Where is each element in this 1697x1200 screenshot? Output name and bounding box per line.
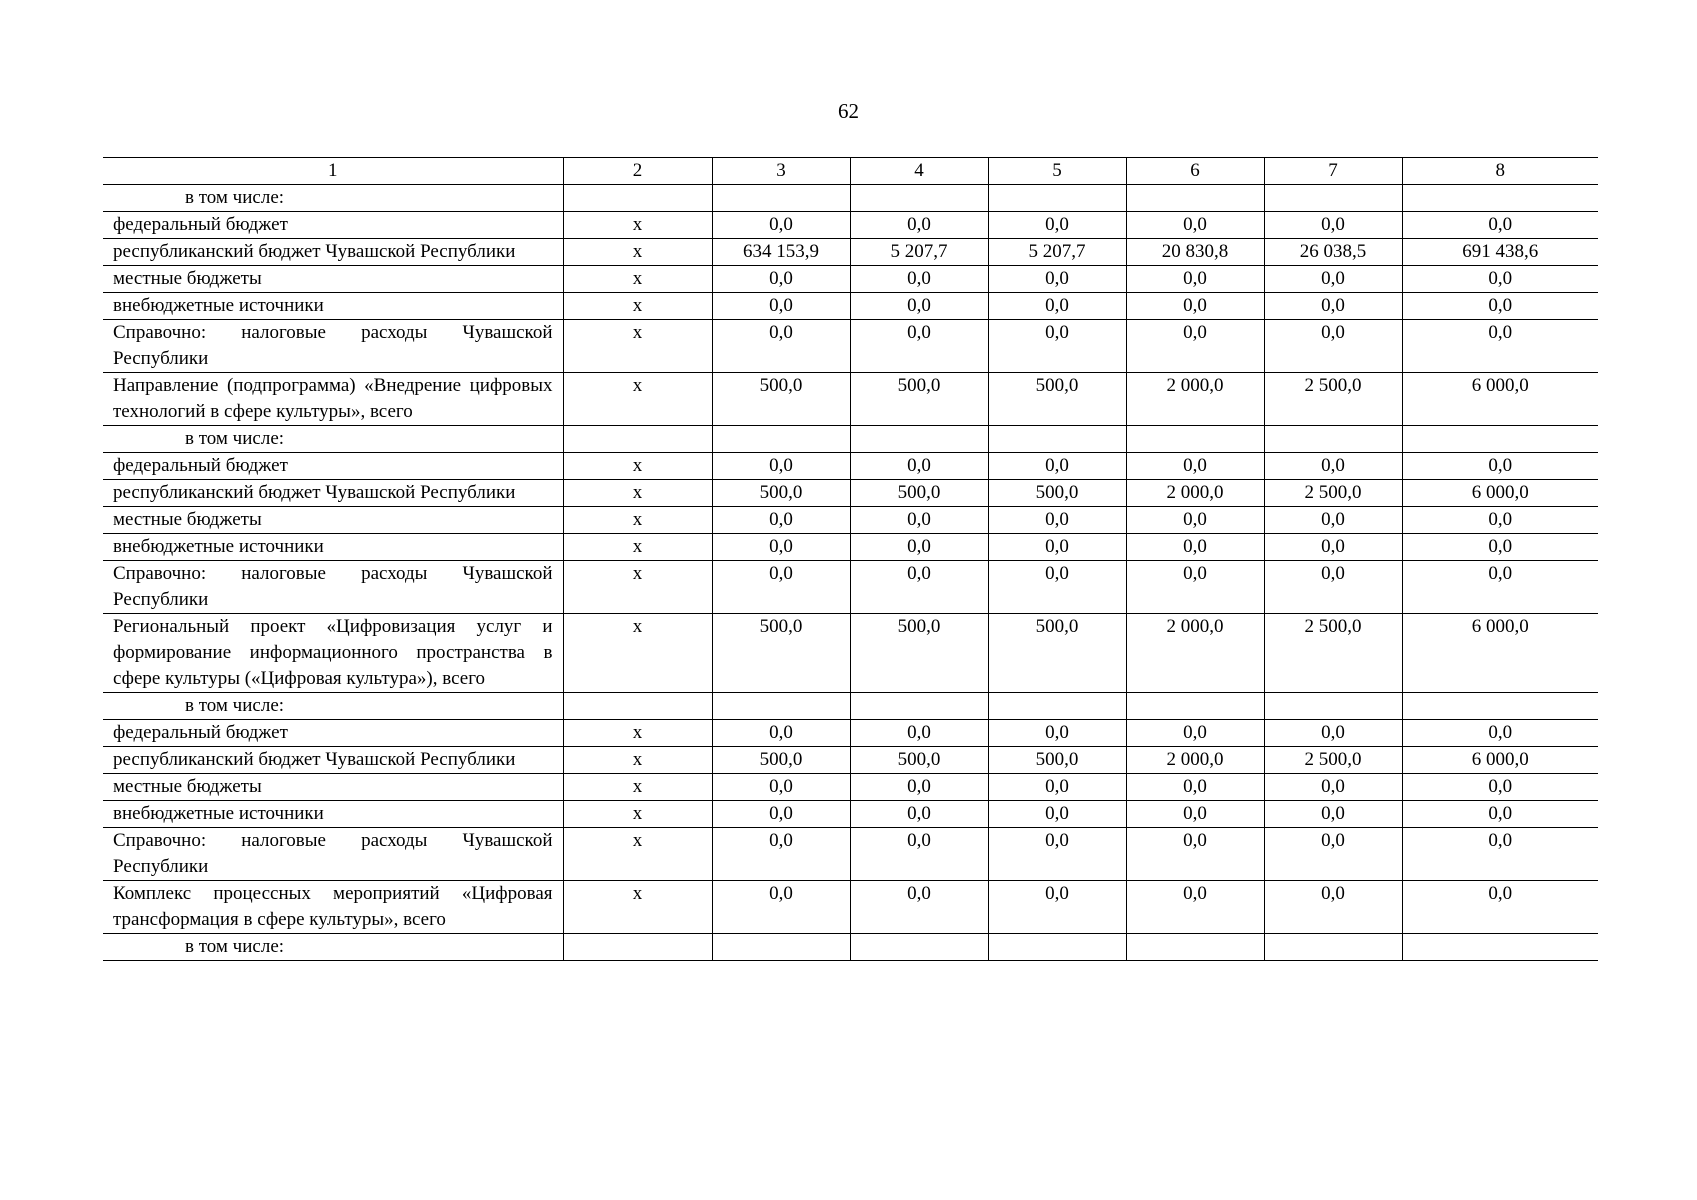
table-row	[103, 720, 1598, 747]
table-row	[103, 534, 1598, 561]
table-cell: x	[563, 828, 712, 881]
table-row	[103, 561, 1598, 614]
table-row	[103, 693, 1598, 720]
table-cell: x	[563, 373, 712, 426]
table-cell: 0,0	[850, 561, 988, 614]
table-cell: 0,0	[850, 212, 988, 239]
table-cell: 26 038,5	[1264, 239, 1402, 266]
table-cell: 0,0	[850, 266, 988, 293]
table-cell: 0,0	[1264, 801, 1402, 828]
table-cell: x	[563, 534, 712, 561]
table-cell: 0,0	[1126, 881, 1264, 934]
table-cell: x	[563, 453, 712, 480]
table-cell: 6 000,0	[1402, 373, 1598, 426]
table-cell	[712, 185, 850, 212]
table-cell: x	[563, 507, 712, 534]
table-cell	[1402, 185, 1598, 212]
table-cell: 0,0	[1402, 720, 1598, 747]
table-cell: 500,0	[850, 373, 988, 426]
table-cell: 0,0	[850, 801, 988, 828]
table-cell	[563, 693, 712, 720]
table-cell: 0,0	[1264, 453, 1402, 480]
table-cell: 500,0	[850, 747, 988, 774]
table-cell: 0,0	[1126, 720, 1264, 747]
row-label: федеральный бюджет	[103, 720, 563, 747]
table-cell: 0,0	[1402, 561, 1598, 614]
header-cell: 1	[103, 158, 563, 185]
table-cell	[712, 426, 850, 453]
table-cell	[1264, 426, 1402, 453]
table-cell: 500,0	[988, 747, 1126, 774]
table-cell: 0,0	[850, 320, 988, 373]
table-row	[103, 373, 1598, 426]
row-label: Региональный проект «Цифровизация услуг и формирование информационного пространства в сфере культуры («Цифровая культура»), всего	[103, 614, 563, 693]
row-label: Справочно: налоговые расходы Чувашской Республики	[103, 320, 563, 373]
table-cell: x	[563, 720, 712, 747]
table-cell: 0,0	[712, 266, 850, 293]
table-cell: 0,0	[988, 774, 1126, 801]
table-cell	[1264, 185, 1402, 212]
table-cell	[1126, 185, 1264, 212]
table-cell: 6 000,0	[1402, 480, 1598, 507]
row-label: местные бюджеты	[103, 507, 563, 534]
table-cell: x	[563, 480, 712, 507]
table-cell: 20 830,8	[1126, 239, 1264, 266]
table-cell: 0,0	[988, 561, 1126, 614]
table-cell	[988, 426, 1126, 453]
table-cell: 0,0	[1126, 293, 1264, 320]
table-cell	[1402, 934, 1598, 961]
table-row	[103, 801, 1598, 828]
row-label: внебюджетные источники	[103, 801, 563, 828]
table-cell: 500,0	[712, 747, 850, 774]
table-cell: 0,0	[988, 534, 1126, 561]
table-cell: 0,0	[850, 828, 988, 881]
table-cell: x	[563, 561, 712, 614]
table-cell: 0,0	[1402, 320, 1598, 373]
table-cell: 0,0	[1126, 534, 1264, 561]
table-cell: 0,0	[1402, 266, 1598, 293]
table-row	[103, 212, 1598, 239]
table-cell: x	[563, 774, 712, 801]
table-cell	[850, 426, 988, 453]
table-row	[103, 614, 1598, 693]
table-cell	[988, 934, 1126, 961]
table-row	[103, 239, 1598, 266]
table-cell: 0,0	[1402, 881, 1598, 934]
table-cell: x	[563, 747, 712, 774]
header-cell: 5	[988, 158, 1126, 185]
table-row	[103, 266, 1598, 293]
table-cell: 0,0	[988, 212, 1126, 239]
row-label: в том числе:	[103, 934, 563, 961]
row-label: в том числе:	[103, 693, 563, 720]
header-cell: 7	[1264, 158, 1402, 185]
table-cell: 0,0	[850, 774, 988, 801]
budget-table-body	[103, 158, 1598, 961]
table-cell: x	[563, 801, 712, 828]
table-cell: x	[563, 881, 712, 934]
table-row	[103, 185, 1598, 212]
table-cell: x	[563, 266, 712, 293]
row-label: Комплекс процессных мероприятий «Цифровая трансформация в сфере культуры», всего	[103, 881, 563, 934]
table-cell: 0,0	[1264, 774, 1402, 801]
table-cell: 0,0	[988, 720, 1126, 747]
table-cell	[850, 934, 988, 961]
table-cell: 0,0	[712, 561, 850, 614]
table-cell: 0,0	[712, 534, 850, 561]
table-cell	[850, 185, 988, 212]
table-cell: 0,0	[1402, 801, 1598, 828]
page-number: 62	[838, 99, 859, 123]
table-cell: 500,0	[850, 614, 988, 693]
table-cell: 500,0	[850, 480, 988, 507]
table-cell: 0,0	[988, 828, 1126, 881]
header-cell: 3	[712, 158, 850, 185]
table-cell	[1402, 693, 1598, 720]
row-label: республиканский бюджет Чувашской Республики	[103, 239, 563, 266]
row-label: местные бюджеты	[103, 266, 563, 293]
table-cell: x	[563, 239, 712, 266]
table-cell: 500,0	[712, 480, 850, 507]
table-cell: 0,0	[712, 828, 850, 881]
table-cell: 0,0	[850, 293, 988, 320]
row-label: республиканский бюджет Чувашской Республики	[103, 747, 563, 774]
table-row	[103, 934, 1598, 961]
table-cell: 500,0	[712, 614, 850, 693]
table-cell: 5 207,7	[988, 239, 1126, 266]
table-cell: 0,0	[712, 507, 850, 534]
table-row	[103, 426, 1598, 453]
header-cell: 6	[1126, 158, 1264, 185]
table-cell: 0,0	[712, 801, 850, 828]
table-cell: 691 438,6	[1402, 239, 1598, 266]
table-cell: 0,0	[988, 453, 1126, 480]
table-cell	[712, 934, 850, 961]
table-cell: 0,0	[1402, 828, 1598, 881]
table-cell: 0,0	[1402, 774, 1598, 801]
table-header-row	[103, 158, 1598, 185]
table-cell: 0,0	[988, 507, 1126, 534]
table-cell: 500,0	[988, 480, 1126, 507]
table-cell: 0,0	[712, 720, 850, 747]
table-cell	[1402, 426, 1598, 453]
table-cell: 0,0	[850, 453, 988, 480]
table-cell	[988, 185, 1126, 212]
table-cell: 0,0	[850, 720, 988, 747]
table-cell: 500,0	[712, 373, 850, 426]
header-cell: 2	[563, 158, 712, 185]
table-cell: x	[563, 614, 712, 693]
table-cell: 0,0	[1264, 212, 1402, 239]
table-cell: 0,0	[712, 212, 850, 239]
table-row	[103, 480, 1598, 507]
table-cell	[850, 693, 988, 720]
table-cell: 2 500,0	[1264, 373, 1402, 426]
row-label: федеральный бюджет	[103, 212, 563, 239]
table-cell	[1126, 693, 1264, 720]
table-row	[103, 293, 1598, 320]
row-label: в том числе:	[103, 185, 563, 212]
table-cell: 0,0	[1264, 320, 1402, 373]
table-cell: 0,0	[1126, 266, 1264, 293]
table-cell: 0,0	[1402, 507, 1598, 534]
row-label: республиканский бюджет Чувашской Республики	[103, 480, 563, 507]
table-cell	[1126, 426, 1264, 453]
table-row	[103, 881, 1598, 934]
table-cell: 0,0	[1264, 266, 1402, 293]
row-label: внебюджетные источники	[103, 293, 563, 320]
table-row	[103, 747, 1598, 774]
table-row	[103, 507, 1598, 534]
table-cell: 0,0	[1264, 881, 1402, 934]
table-cell: 500,0	[988, 614, 1126, 693]
table-cell: 0,0	[1402, 453, 1598, 480]
row-label: Направление (подпрограмма) «Внедрение цифровых технологий в сфере культуры», всего	[103, 373, 563, 426]
header-cell: 4	[850, 158, 988, 185]
row-label: Справочно: налоговые расходы Чувашской Республики	[103, 828, 563, 881]
table-cell: 0,0	[712, 293, 850, 320]
table-cell: 0,0	[1126, 320, 1264, 373]
table-row	[103, 453, 1598, 480]
table-cell	[563, 426, 712, 453]
table-cell: 0,0	[1264, 293, 1402, 320]
table-cell: x	[563, 293, 712, 320]
table-cell: 0,0	[988, 293, 1126, 320]
table-cell: x	[563, 212, 712, 239]
table-cell	[1264, 693, 1402, 720]
table-cell: 0,0	[712, 881, 850, 934]
table-cell: 2 500,0	[1264, 614, 1402, 693]
row-label: внебюджетные источники	[103, 534, 563, 561]
table-cell: 2 500,0	[1264, 480, 1402, 507]
row-label: федеральный бюджет	[103, 453, 563, 480]
table-cell: 0,0	[1402, 293, 1598, 320]
table-row	[103, 828, 1598, 881]
budget-table	[103, 157, 1598, 961]
row-label: местные бюджеты	[103, 774, 563, 801]
table-cell	[563, 185, 712, 212]
table-cell: 0,0	[850, 534, 988, 561]
table-cell: 0,0	[1126, 212, 1264, 239]
table-cell: 0,0	[988, 266, 1126, 293]
table-cell: 0,0	[1264, 507, 1402, 534]
table-cell: 2 000,0	[1126, 614, 1264, 693]
table-cell: 500,0	[988, 373, 1126, 426]
table-cell: 0,0	[988, 881, 1126, 934]
header-cell: 8	[1402, 158, 1598, 185]
table-cell	[712, 693, 850, 720]
table-cell: 5 207,7	[850, 239, 988, 266]
table-cell: 0,0	[1264, 828, 1402, 881]
table-cell: 0,0	[988, 801, 1126, 828]
table-cell: 2 500,0	[1264, 747, 1402, 774]
table-cell: 0,0	[1264, 534, 1402, 561]
row-label: в том числе:	[103, 426, 563, 453]
table-cell	[988, 693, 1126, 720]
table-cell: 0,0	[988, 320, 1126, 373]
table-cell	[1264, 934, 1402, 961]
table-cell: 6 000,0	[1402, 614, 1598, 693]
table-cell: 0,0	[850, 507, 988, 534]
table-cell: 0,0	[1126, 774, 1264, 801]
table-cell: 2 000,0	[1126, 373, 1264, 426]
table-cell: 0,0	[850, 881, 988, 934]
table-cell: 0,0	[1402, 212, 1598, 239]
table-cell: 0,0	[712, 320, 850, 373]
table-cell: 2 000,0	[1126, 747, 1264, 774]
table-cell: 0,0	[1264, 561, 1402, 614]
table-cell: 0,0	[1126, 561, 1264, 614]
table-cell: 0,0	[712, 774, 850, 801]
table-cell: 0,0	[712, 453, 850, 480]
row-label: Справочно: налоговые расходы Чувашской Республики	[103, 561, 563, 614]
table-row	[103, 320, 1598, 373]
table-cell: 6 000,0	[1402, 747, 1598, 774]
table-cell: 2 000,0	[1126, 480, 1264, 507]
table-cell: 0,0	[1126, 801, 1264, 828]
table-cell: 0,0	[1126, 507, 1264, 534]
table-cell: 0,0	[1402, 534, 1598, 561]
table-cell: x	[563, 320, 712, 373]
table-cell: 634 153,9	[712, 239, 850, 266]
table-cell	[1126, 934, 1264, 961]
table-cell: 0,0	[1264, 720, 1402, 747]
table-cell	[563, 934, 712, 961]
table-cell: 0,0	[1126, 453, 1264, 480]
table-cell: 0,0	[1126, 828, 1264, 881]
table-row	[103, 774, 1598, 801]
